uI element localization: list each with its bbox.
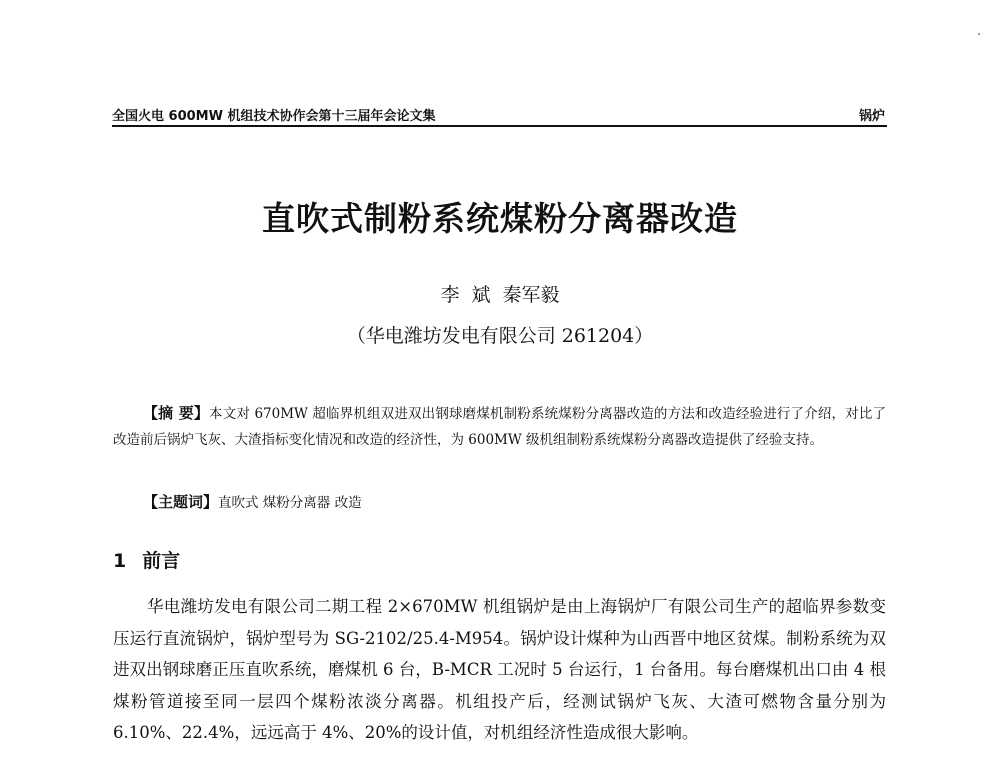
abstract [113, 400, 886, 453]
body-paragraph: 华电潍坊发电有限公司二期工程 2×670MW 机组锅炉是由上海锅炉厂有限公司生产的超临界参数变压运行直流锅炉，锅炉型号为 SG-2102/25.4-M954。锅炉设计煤种为山西晋中地区贫煤。制粉系统为双进双出钢球磨正压直吹系统，磨煤机 6 台，B-MCR 工况时 5 台运行，1 台备用。每台磨煤机出口由 4 根煤粉管道接至同一层四个煤粉浓淡分离器。机组投产后，经测试锅炉飞灰、大渣可燃物含量分别为 6.10%、22.4%，远远高于 4%、20%的设计值，对机组经济性造成很大影响。 [113, 597, 886, 742]
section-heading [113, 546, 180, 573]
abstract-text: 本文对 670MW 超临界机组双进双出钢球磨煤机制粉系统煤粉分离器改造的方法和改造经验进行了介绍，对比了改造前后锅炉飞灰、大渣指标变化情况和改造的经济性，为 600MW 级机组制粉系统煤粉分离器改造提供了经验支持。 [113, 406, 886, 448]
section-category: 锅炉 [858, 109, 885, 124]
section-title: 前言 [142, 550, 181, 572]
section-number: 1 [113, 550, 127, 572]
proceedings-title: 全国火电 600MW 机组技术协作会第十三届年会论文集 [112, 109, 436, 124]
keywords [113, 490, 886, 515]
affiliation: （华电潍坊发电有限公司 261204） [346, 325, 654, 347]
running-header [112, 105, 887, 127]
abstract-label: 【摘 要】 [143, 404, 210, 422]
paper-title: 直吹式制粉系统煤粉分离器改造 [262, 199, 738, 238]
scan-speck [978, 33, 980, 35]
authors: 李 斌 秦军毅 [440, 284, 560, 306]
keywords-text: 直吹式 煤粉分离器 改造 [218, 495, 362, 511]
keywords-label: 【主题词】 [143, 493, 219, 511]
